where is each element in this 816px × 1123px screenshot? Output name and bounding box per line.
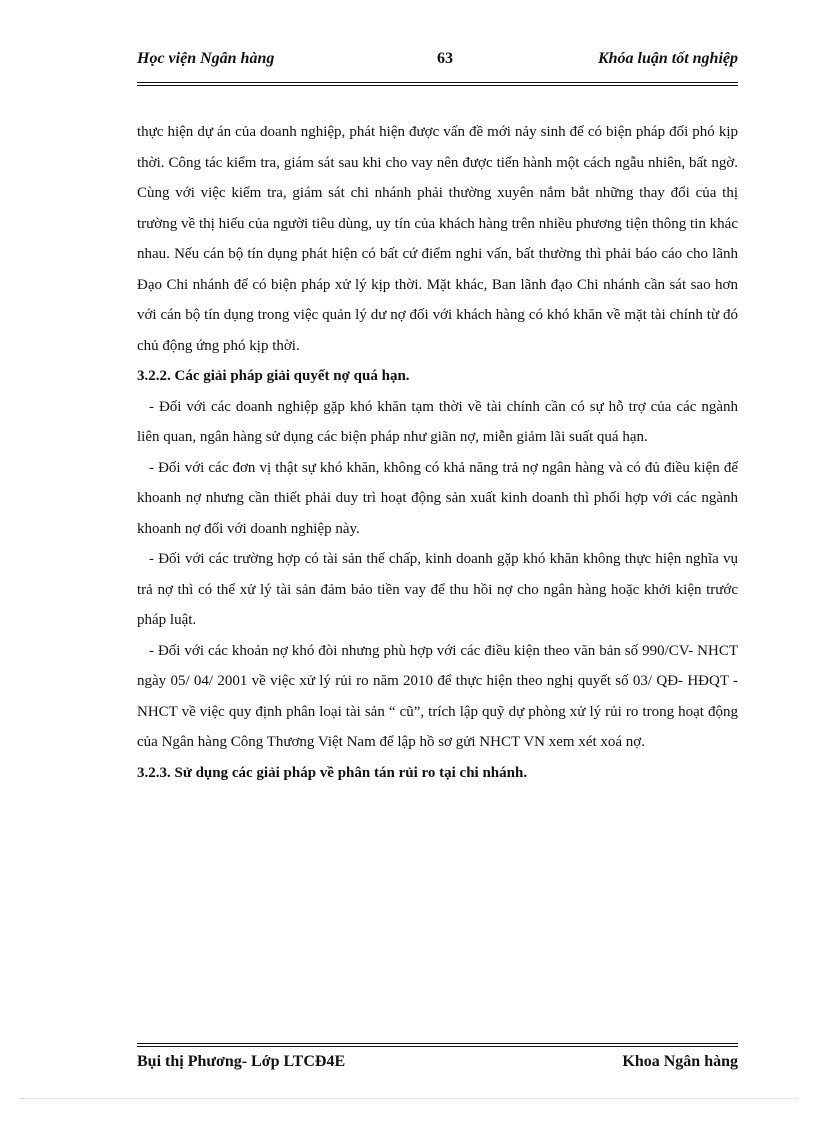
page-footer: [137, 1053, 738, 1077]
page-number: 63: [437, 50, 453, 67]
header-document-type: Khóa luận tốt nghiệp: [597, 50, 738, 67]
header-rule: [137, 82, 738, 83]
footer-rule: [137, 1043, 738, 1044]
paragraph-continuation: thực hiện dự án của doanh nghiệp, phát hiện được vấn đề mới nảy sinh để có biện pháp đối phó kịp thời. Công tác kiểm tra, giám sát sau khi cho vay nên được tiến hành một cách ngẫu nhiên, bất ngờ. Cùng với việc kiểm tra, giám sát chi nhánh phải thường xuyên nắm bắt những thay đổi của thị trường về thị hiếu của người tiêu dùng, uy tín của khách hàng trên nhiều phương tiện thông tin khác nhau. Nếu cán bộ tín dụng phát hiện có bất cứ điểm nghi vấn, bất thường thì phải báo cáo cho lãnh Đạo Chi nhánh để có biện pháp xử lý kịp thời. Mặt khác, Ban lãnh đạo Chi nhánh cần sát sao hơn với cán bộ tín dụng trong việc quản lý dư nợ đối với khách hàng có khó khăn về mặt tài chính từ đó chủ động ứng phó kịp thời.: [137, 124, 738, 354]
paragraph-debt-freeze: - Đối với các đơn vị thật sự khó khăn, không có khả năng trả nợ ngân hàng và có đủ điều kiện để khoanh nợ nhưng cần thiết phải duy trì hoạt động sản xuất kinh doanh thì phối hợp với các ngành khoanh nợ đối với doanh nghiệp này.: [137, 459, 738, 537]
paragraph-collateral: - Đối với các trường hợp có tài sản thế chấp, kinh doanh gặp khó khăn không thực hiện nghĩa vụ trả nợ thì có thể xử lý tài sản đảm bảo tiền vay để thu hồi nợ cho ngân hàng hoặc khởi kiện trước pháp luật.: [137, 551, 738, 628]
footer-author: Bụi thị Phương- Lớp LTCĐ4E: [137, 1053, 346, 1070]
section-heading-3-2-3: 3.2.3. Sử dụng các giải pháp về phân tán rủi ro tại chi nhánh.: [137, 764, 528, 781]
page-header: [137, 50, 738, 74]
paragraph-temporary-difficulty: - Đối với các doanh nghiệp gặp khó khăn tạm thời về tài chính cần có sự hỗ trợ của các ngành liên quan, ngân hàng sử dụng các biện pháp như giãn nợ, miễn giảm lãi suất quá hạn.: [137, 398, 738, 445]
page-bottom-dotted-line: [20, 1098, 796, 1099]
footer-faculty: Khoa Ngân hàng: [622, 1053, 738, 1070]
section-heading-3-2-2: 3.2.2. Các giải pháp giải quyết nợ quá hạn.: [137, 368, 410, 384]
header-institution: Học viện Ngân hàng: [137, 50, 275, 67]
paragraph-bad-debts: - Đối với các khoản nợ khó đòi nhưng phù hợp với các điều kiện theo văn bản số 990/CV- NHCT ngày 05/ 04/ 2001 về việc xử lý rủi ro năm 2010 để thực hiện theo nghị quyết số 03/ QĐ- HĐQT - NHCT về việc quy định phân loại tài sản “ cũ”, trích lập quỹ dự phòng xử lý rủi ro trong hoạt động của Ngân hàng Công Thương Việt Nam để lập hồ sơ gửi NHCT VN xem xét xoá nợ.: [137, 642, 738, 750]
page-body: [137, 117, 738, 788]
